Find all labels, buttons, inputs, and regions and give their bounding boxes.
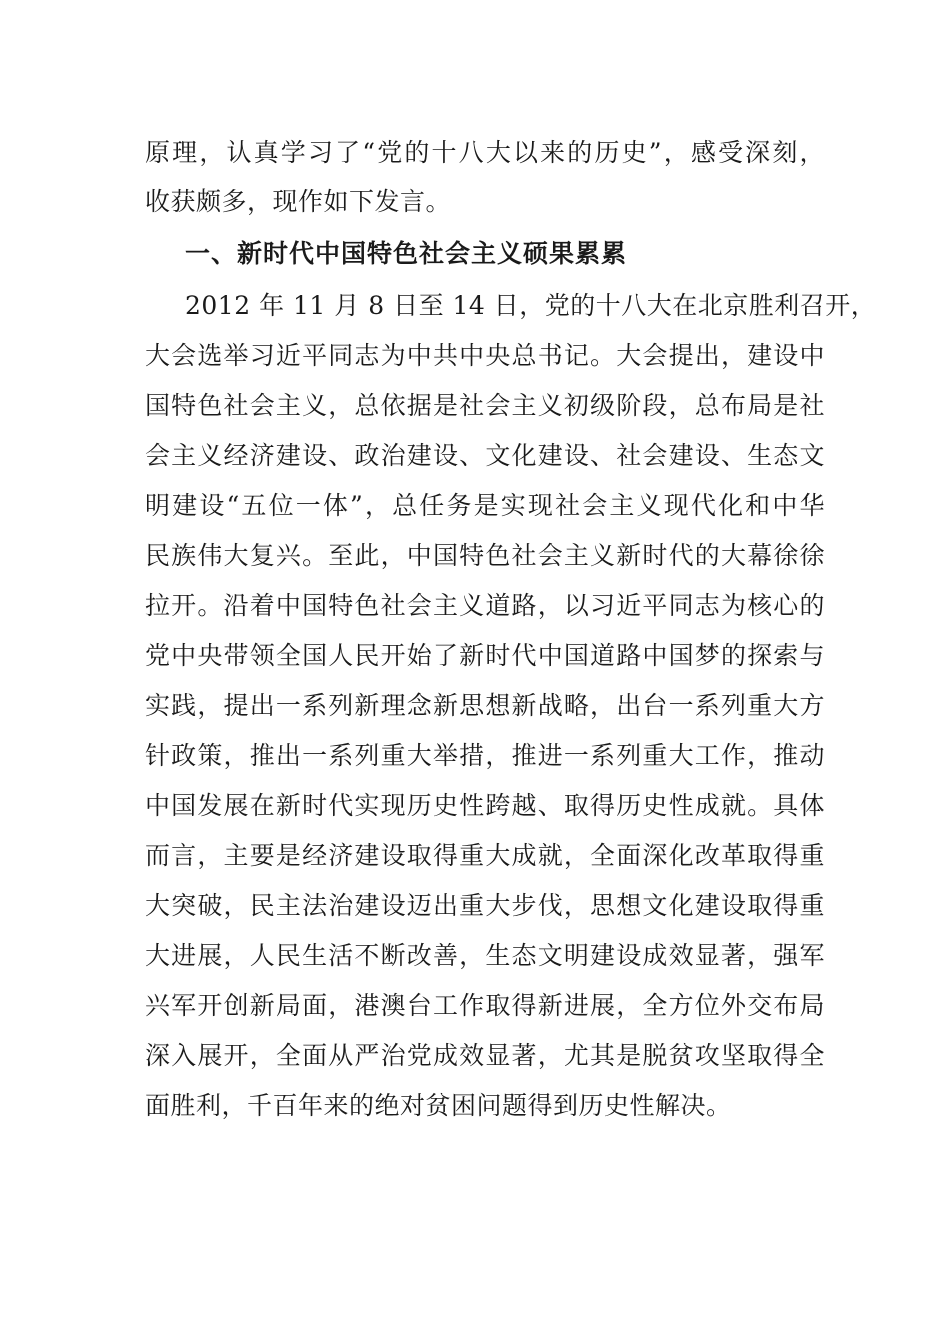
body-line: 中国发展在新时代实现历史性跨越、取得历史性成就。具体: [145, 791, 825, 820]
body-line: 会主义经济建设、政治建设、文化建设、社会建设、生态文: [145, 441, 825, 470]
body-line: 而言，主要是经济建设取得重大成就，全面深化改革取得重: [145, 841, 825, 870]
body-line: 大会选举习近平同志为中共中央总书记。大会提出，建设中: [145, 341, 825, 370]
body-line: 明建设“五位一体”，总任务是实现社会主义现代化和中华: [145, 491, 825, 520]
body-line: 大突破，民主法治建设迈出重大步伐，思想文化建设取得重: [145, 891, 825, 920]
body-line: 深入展开，全面从严治党成效显著，尤其是脱贫攻坚取得全: [145, 1041, 825, 1070]
intro-line: 原理，认真学习了“党的十八大以来的历史”，感受深刻，: [145, 138, 825, 167]
body-line: 拉开。沿着中国特色社会主义道路，以习近平同志为核心的: [145, 591, 825, 620]
body-line: 2012 年 11 月 8 日至 14 日，党的十八大在北京胜利召开，: [185, 291, 877, 320]
body-line: 针政策，推出一系列重大举措，推进一系列重大工作，推动: [145, 741, 825, 770]
body-line: 兴军开创新局面，港澳台工作取得新进展，全方位外交布局: [145, 991, 825, 1020]
intro-line: 收获颇多，现作如下发言。: [145, 187, 452, 216]
body-line: 面胜利，千百年来的绝对贫困问题得到历史性解决。: [145, 1091, 732, 1120]
body-line: 党中央带领全国人民开始了新时代中国道路中国梦的探索与: [145, 641, 825, 670]
section-heading: 一、新时代中国特色社会主义硕果累累: [185, 239, 628, 268]
body-line: 民族伟大复兴。至此，中国特色社会主义新时代的大幕徐徐: [145, 541, 825, 570]
body-line: 国特色社会主义，总依据是社会主义初级阶段，总布局是社: [145, 391, 825, 420]
body-line: 大进展，人民生活不断改善，生态文明建设成效显著，强军: [145, 941, 825, 970]
body-line: 实践，提出一系列新理念新思想新战略，出台一系列重大方: [145, 691, 825, 720]
